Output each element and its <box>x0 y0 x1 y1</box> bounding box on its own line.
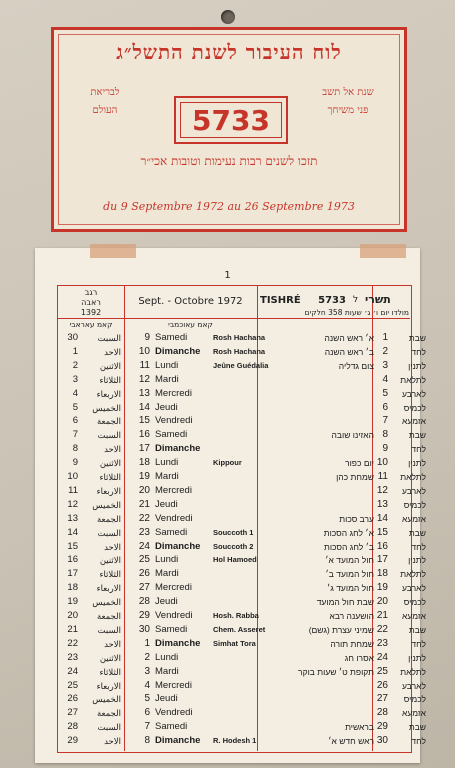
hebrew-weekday: לכמיס <box>403 694 426 705</box>
arab-day-number: 22 <box>67 637 78 649</box>
hebrew-day-number: 12 <box>376 484 388 496</box>
greg-day-number: 5 <box>144 693 150 705</box>
calendar-row <box>57 679 426 693</box>
greg-day-number: 6 <box>144 707 150 719</box>
greg-weekday: Jeudi <box>155 596 178 608</box>
french-holiday: Simhat Tora <box>213 638 256 648</box>
greg-day-number: 27 <box>138 582 150 594</box>
arab-day-number: 14 <box>67 526 78 538</box>
greg-weekday: Jeudi <box>155 498 178 510</box>
greg-weekday: Samedi <box>155 332 188 343</box>
hebrew-weekday: לחד <box>411 736 426 747</box>
french-holiday: Souccoth 1 <box>213 527 254 537</box>
hebrew-weekday: אזמעא <box>402 416 426 427</box>
calendar-row <box>57 568 426 581</box>
calendar-row <box>57 596 426 609</box>
greg-day-number: 21 <box>138 498 150 510</box>
french-holiday: Jeûne Guédalia <box>213 360 269 370</box>
greg-weekday: Vendredi <box>155 415 193 427</box>
arab-weekday: السبت <box>97 624 121 635</box>
arab-weekday: الاربعاء <box>96 583 121 594</box>
greg-weekday: Mercredi <box>155 387 192 399</box>
arab-month-header <box>59 288 123 318</box>
hebrew-day-number: 5 <box>382 387 388 399</box>
header-left-text <box>70 84 140 120</box>
hebrew-weekday: לחד <box>411 346 426 357</box>
hebrew-weekday: לכמיס <box>403 402 426 413</box>
tape-right <box>360 244 406 258</box>
arab-day-number: 8 <box>72 443 78 455</box>
greg-weekday: Lundi <box>155 359 179 371</box>
calendar-row <box>57 623 426 637</box>
calendar-row <box>57 498 426 512</box>
calendar-row <box>57 471 426 484</box>
header-title: לוח העיבור לשנת התשל״ג <box>116 40 342 64</box>
greg-day-number: 13 <box>138 387 150 399</box>
heb-month-suffix: ל <box>353 295 359 305</box>
arab-day-number: 30 <box>67 332 78 343</box>
calendar-row <box>57 693 426 706</box>
arab-weekday: الاحد <box>104 541 121 552</box>
year-box-inner-border <box>180 102 282 138</box>
arab-day-number: 7 <box>72 429 78 441</box>
hebrew-weekday: לארבע <box>402 583 426 594</box>
hebrew-weekday: לכמיס <box>403 499 426 510</box>
hebrew-weekday: לתנין <box>408 555 426 566</box>
hebrew-weekday: לתלאת <box>400 374 426 385</box>
arab-day-number: 15 <box>67 540 78 552</box>
greg-weekday: Mardi <box>155 568 179 580</box>
greg-day-number: 11 <box>139 359 150 371</box>
french-holiday: R. Hodesh 1 <box>213 736 257 746</box>
french-holiday: Hosh. Rabba <box>213 611 259 620</box>
hebrew-event: א׳ לחג הסכות <box>323 527 374 538</box>
header-year: 5733 <box>192 103 270 137</box>
greg-weekday: Vendredi <box>155 610 193 621</box>
tishre-label <box>260 295 346 306</box>
calendar-row <box>57 457 426 470</box>
arab-weekday: السبت <box>97 527 121 538</box>
header-underline <box>57 318 410 319</box>
hebrew-day-number: 9 <box>382 443 388 455</box>
hebrew-weekday: לארבע <box>402 485 426 496</box>
hebrew-day-number: 27 <box>376 693 388 705</box>
hebrew-day-number: 26 <box>376 679 388 691</box>
hebrew-weekday: לתנין <box>408 652 426 663</box>
greg-weekday: Lundi <box>155 651 179 663</box>
greg-day-number: 24 <box>138 540 150 552</box>
greg-weekday: Jeudi <box>155 401 178 413</box>
hebrew-day-number: 11 <box>377 471 388 482</box>
hebrew-day-number: 16 <box>376 540 388 552</box>
greg-day-number: 29 <box>138 610 150 621</box>
greg-day-number: 3 <box>144 665 150 677</box>
hebrew-weekday: שבת <box>408 624 426 635</box>
greg-day-number: 14 <box>138 401 150 413</box>
greg-weekday: Dimanche <box>155 345 201 357</box>
header-year-box <box>174 96 288 144</box>
arab-day-number: 3 <box>72 373 78 385</box>
arab-day-number: 5 <box>72 401 78 413</box>
greg-weekday: Dimanche <box>155 735 201 747</box>
hebrew-weekday: לתנין <box>408 458 426 469</box>
hebrew-event: חול המועד א׳ <box>325 555 374 566</box>
greg-day-number: 26 <box>138 568 150 580</box>
calendar-row <box>57 554 426 567</box>
arab-day-number: 4 <box>72 387 78 399</box>
arab-weekday: الثلاثاء <box>99 374 121 385</box>
arab-weekday: الاحد <box>104 638 121 649</box>
hebrew-event: חול המועד ב׳ <box>325 569 374 580</box>
arab-weekday: السبت <box>97 333 121 343</box>
hebrew-event: שמחת תורה <box>330 638 374 649</box>
greg-day-number: 28 <box>138 596 150 608</box>
greg-day-number: 15 <box>138 415 150 427</box>
greg-day-number: 1 <box>144 637 150 649</box>
tishre-latin: TISHRÉ <box>260 295 301 306</box>
calendar-row <box>57 526 426 540</box>
arab-day-number: 17 <box>67 568 78 580</box>
hebrew-day-number: 13 <box>376 498 388 510</box>
hebrew-weekday: לחד <box>411 541 426 552</box>
greg-sub-header: קאמ עאוכמבי <box>168 320 213 329</box>
calendar-row <box>57 735 426 748</box>
arab-day-number: 20 <box>67 610 78 621</box>
hebrew-day-number: 15 <box>376 526 388 538</box>
arab-weekday: الخميس <box>92 694 121 705</box>
arab-weekday: الاحد <box>104 736 121 747</box>
arab-weekday: الجمعة <box>96 416 121 427</box>
greg-day-number: 7 <box>144 721 150 733</box>
hebrew-event: שמחת כהן <box>336 472 374 482</box>
greg-weekday: Mercredi <box>155 484 192 496</box>
hebrew-event: בראשית <box>345 722 374 733</box>
hebrew-weekday: שבת <box>408 430 426 441</box>
hebrew-weekday: לארבע <box>402 680 426 691</box>
hebrew-weekday: לכמיס <box>403 597 426 608</box>
arab-sub-header: קאמ עאראבי <box>69 320 113 329</box>
hebrew-weekday: שבת <box>408 333 426 343</box>
header-right-text <box>308 84 388 120</box>
calendar-row <box>57 401 426 415</box>
greg-weekday: Mercredi <box>155 679 192 691</box>
greg-weekday: Lundi <box>155 457 179 469</box>
hebrew-day-number: 29 <box>376 721 388 733</box>
arab-day-number: 6 <box>72 415 78 427</box>
arab-weekday: الاثنين <box>99 652 121 663</box>
french-holiday: Rosh Hachana <box>213 346 266 356</box>
calendar-row <box>57 415 426 428</box>
french-holiday: Souccoth 2 <box>213 541 254 551</box>
greg-day-number: 10 <box>138 345 150 357</box>
french-holiday: Kippour <box>213 458 242 468</box>
hebrew-event: א׳ ראש השנה <box>324 333 374 343</box>
greg-weekday: Dimanche <box>155 637 201 649</box>
calendar-row <box>57 359 426 373</box>
arab-weekday: الاثنين <box>99 458 121 469</box>
header-blessing: תזכו לשנים רבות נעימות וטובות אכי״ר <box>140 154 318 168</box>
hebrew-weekday: לתלאת <box>400 472 426 482</box>
arab-year: 1392 <box>80 308 102 317</box>
header-left-line1: לבריאת <box>90 87 120 98</box>
arab-day-number: 28 <box>67 721 78 733</box>
hebrew-day-number: 19 <box>376 582 388 594</box>
hebrew-event: ב׳ ראש השנה <box>324 346 374 357</box>
hebrew-weekday: אזמעא <box>402 708 426 719</box>
hebrew-event: ערב סכות <box>339 513 374 524</box>
hebrew-event: ב׳ לחג הסכות <box>323 541 374 552</box>
greg-weekday: Lundi <box>155 554 179 566</box>
hebrew-day-number: 2 <box>382 345 388 357</box>
greg-day-number: 8 <box>144 735 150 747</box>
greg-day-number: 20 <box>138 484 150 496</box>
arab-weekday: الجمعة <box>96 708 121 719</box>
arab-weekday: الخميس <box>92 597 121 608</box>
arab-day-number: 23 <box>67 651 78 663</box>
calendar-row <box>57 345 426 359</box>
greg-day-number: 16 <box>138 429 150 441</box>
hebrew-weekday: לתלאת <box>400 569 426 580</box>
greg-weekday: Mercredi <box>155 582 192 594</box>
greg-day-number: 17 <box>138 443 150 455</box>
greg-month-header: Sept. - Octobre 1972 <box>138 296 243 307</box>
calendar-row <box>57 373 426 387</box>
arab-day-number: 12 <box>67 498 78 510</box>
calendar-row <box>57 484 426 498</box>
greg-day-number: 22 <box>138 512 150 524</box>
greg-day-number: 19 <box>138 471 150 482</box>
calendar-row <box>57 387 426 401</box>
calendar-header-card <box>51 27 407 232</box>
hebrew-event: האזינו שובה <box>331 430 374 441</box>
hebrew-event: ראש חדש א׳ <box>328 736 374 747</box>
calendar-row <box>57 721 426 734</box>
arab-day-number: 25 <box>67 679 78 691</box>
arab-weekday: الخميس <box>92 402 121 413</box>
calendar-sheet <box>35 248 426 763</box>
greg-weekday: Dimanche <box>155 443 201 455</box>
hebrew-day-number: 28 <box>376 707 388 719</box>
tishre-year: 5733 <box>318 295 346 306</box>
french-holiday: Chem. Asseret <box>213 624 266 634</box>
hebrew-event: יום כפור <box>345 458 374 469</box>
french-holiday: Hol Hamoed <box>213 555 257 565</box>
hebrew-event: אסרו חג <box>344 652 374 663</box>
hebrew-weekday: לארבע <box>402 388 426 399</box>
calendar-row <box>57 610 426 623</box>
header-right-line1: שנת אל תשב <box>322 87 374 98</box>
hebrew-day-number: 10 <box>376 457 388 469</box>
calendar-row <box>57 637 426 651</box>
hebrew-day-number: 4 <box>382 373 388 385</box>
arab-weekday: السبت <box>97 430 121 441</box>
calendar-row <box>57 512 426 526</box>
calendar-row <box>57 651 426 665</box>
calendar-row <box>57 540 426 554</box>
hebrew-weekday: אזמעא <box>402 513 426 524</box>
hebrew-event: צום גדליה <box>338 360 374 371</box>
arab-month-sub: ראבה <box>81 298 101 307</box>
heb-month-header: תשרי <box>365 293 391 306</box>
greg-weekday: Vendredi <box>155 707 193 719</box>
arab-weekday: الاثنين <box>99 555 121 566</box>
arab-weekday: السبت <box>97 722 121 733</box>
arab-weekday: الجمعة <box>96 611 121 621</box>
hebrew-weekday: לחד <box>411 638 426 649</box>
greg-weekday: Jeudi <box>155 693 178 705</box>
arab-day-number: 13 <box>67 512 78 524</box>
greg-weekday: Dimanche <box>155 540 201 552</box>
hebrew-day-number: 3 <box>382 359 388 371</box>
greg-weekday: Samedi <box>155 526 188 538</box>
greg-weekday: Mardi <box>155 471 179 482</box>
hebrew-event: שבת חול המועד <box>316 597 374 608</box>
greg-day-number: 4 <box>144 679 150 691</box>
french-holiday: Rosh Hachana <box>213 333 266 342</box>
tape-left <box>90 244 136 258</box>
arab-weekday: الثلاثاء <box>99 666 121 677</box>
greg-weekday: Mardi <box>155 665 179 677</box>
calendar-row <box>57 429 426 442</box>
calendar-row <box>57 332 426 345</box>
header-right-line2: פני משיחך <box>327 105 369 116</box>
arab-weekday: الاربعاء <box>96 388 121 399</box>
arab-weekday: الاثنين <box>99 360 121 371</box>
arab-weekday: الاحد <box>104 444 121 455</box>
greg-weekday: Samedi <box>155 721 188 733</box>
hebrew-weekday: לתלאת <box>400 666 426 677</box>
hebrew-weekday: לחד <box>411 444 426 455</box>
arab-weekday: الاربعاء <box>96 485 121 496</box>
greg-day-number: 30 <box>138 623 150 635</box>
page-number: 1 <box>224 270 231 281</box>
greg-day-number: 25 <box>138 554 150 566</box>
greg-day-number: 23 <box>138 526 150 538</box>
calendar-row <box>57 582 426 595</box>
arab-day-number: 21 <box>67 623 78 635</box>
hebrew-event: תקופת ט׳ שעות בוקר <box>298 666 374 677</box>
header-date-range: du 9 Septembre 1972 au 26 Septembre 1973 <box>103 200 355 213</box>
header-left-line2: העולם <box>92 105 118 116</box>
arab-day-number: 10 <box>67 471 78 482</box>
greg-weekday: Mardi <box>155 373 179 385</box>
arab-weekday: الخميس <box>92 499 121 510</box>
hebrew-day-number: 17 <box>376 554 388 566</box>
greg-day-number: 9 <box>144 332 150 343</box>
calendar-row <box>57 707 426 720</box>
arab-day-number: 19 <box>67 596 78 608</box>
hebrew-day-number: 18 <box>376 568 388 580</box>
calendar-row <box>57 443 426 456</box>
arab-day-number: 1 <box>72 345 78 357</box>
greg-weekday: Samedi <box>155 623 188 635</box>
calendar-row <box>57 665 426 679</box>
hebrew-day-number: 1 <box>382 332 388 343</box>
hebrew-weekday: שבת <box>408 527 426 538</box>
arab-day-number: 9 <box>72 457 78 469</box>
arab-weekday: الاربعاء <box>96 680 121 691</box>
arab-day-number: 24 <box>67 665 78 677</box>
hebrew-day-number: 14 <box>376 512 388 524</box>
hebrew-weekday: שבת <box>408 722 426 733</box>
arab-weekday: الجمعة <box>96 513 121 524</box>
hebrew-day-number: 20 <box>376 596 388 608</box>
greg-day-number: 18 <box>138 457 150 469</box>
hebrew-weekday: אזמעא <box>402 611 426 621</box>
hebrew-weekday: לתנין <box>408 360 426 371</box>
arab-day-number: 2 <box>72 359 78 371</box>
arab-day-number: 16 <box>67 554 78 566</box>
arab-day-number: 11 <box>68 484 78 496</box>
arab-day-number: 26 <box>67 693 78 705</box>
arab-weekday: الاحد <box>104 346 121 357</box>
arab-weekday: الثلاثاء <box>99 569 121 580</box>
hebrew-event: שמיני עצרת (גשם) <box>308 624 374 635</box>
molad-line: מולדו יום ו׳ ג׳ שעות 358 חלקים <box>304 308 409 317</box>
hebrew-day-number: 8 <box>382 429 388 441</box>
hebrew-day-number: 22 <box>376 623 388 635</box>
hebrew-day-number: 7 <box>382 415 388 427</box>
hebrew-day-number: 25 <box>376 665 388 677</box>
hebrew-day-number: 6 <box>382 401 388 413</box>
arab-day-number: 29 <box>67 735 78 747</box>
greg-day-number: 12 <box>138 373 150 385</box>
greg-weekday: Vendredi <box>155 512 193 524</box>
hebrew-day-number: 30 <box>376 735 388 747</box>
hebrew-day-number: 23 <box>376 637 388 649</box>
arab-day-number: 27 <box>67 707 78 719</box>
arab-day-number: 18 <box>67 582 78 594</box>
hebrew-event: חול המועד ג׳ <box>327 583 374 594</box>
hebrew-event: הושענה רבא <box>329 611 374 621</box>
greg-weekday: Samedi <box>155 429 188 441</box>
hebrew-day-number: 21 <box>376 610 388 621</box>
arab-weekday: الثلاثاء <box>99 472 121 482</box>
arab-month-name: רגב <box>84 288 98 297</box>
hebrew-day-number: 24 <box>376 651 388 663</box>
hanging-hole <box>221 10 235 24</box>
greg-day-number: 2 <box>144 651 150 663</box>
